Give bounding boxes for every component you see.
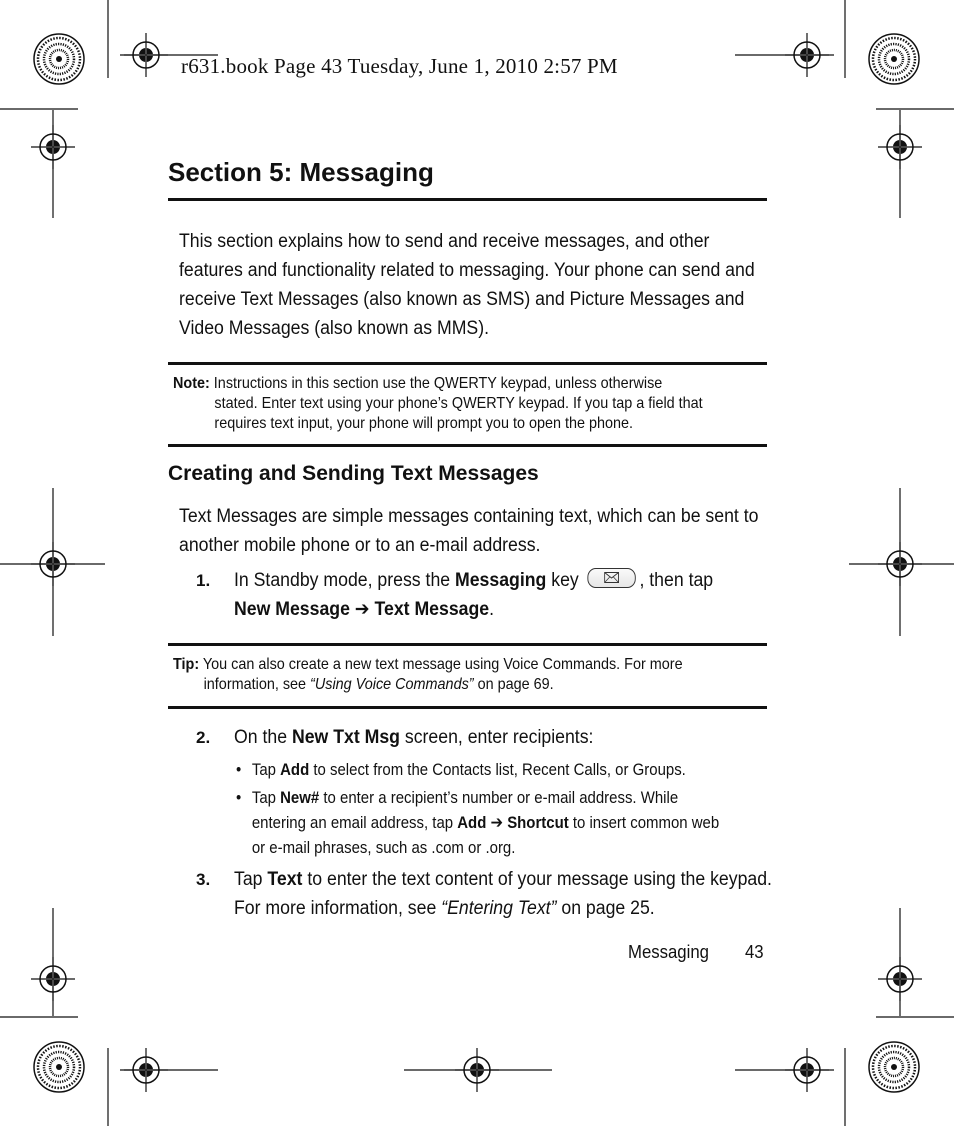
note-bottom-rule [168, 444, 767, 447]
step-3-bold: Text [267, 869, 303, 890]
bullet-2-pre: Tap [251, 788, 281, 807]
footer-page-number: 43 [745, 942, 764, 962]
note-line-2: stated. Enter text using your phone’s QWERTY keypad. If you tap a field that [214, 395, 703, 412]
print-header: r631.book Page 43 Tuesday, June 1, 2010 2:57 PM [181, 54, 618, 78]
note-box [173, 374, 772, 434]
step-1-pre: In Standby mode, press the [234, 570, 456, 591]
bullet-1-pre: Tap [251, 760, 281, 779]
step-1-number: 1. [196, 571, 211, 590]
step-2-text [234, 723, 792, 752]
tip-bottom-rule [168, 706, 767, 709]
bullet-1-post: to select from the Contacts list, Recent Calls, or Groups. [309, 760, 686, 779]
list-item [236, 757, 729, 782]
intro-paragraph: This section explains how to send and receive messages, and other features and functionality related to messaging. Your phone can send and receive Text Messages (also known as SMS) and Picture Messages and Video Messages (also known as MMS). [179, 231, 755, 339]
bullet-2-arrow: ➔ [486, 813, 508, 832]
step-1-key-name: Messaging [455, 570, 547, 591]
step-1-text [234, 566, 792, 624]
bullet-2-mid: to enter a recipient’s number or e-mail address. While entering an email address, tap [251, 788, 679, 832]
step-3-mid: to enter the text content of your message using the keypad. For more information, see [234, 869, 772, 919]
envelope-key-icon [587, 568, 635, 588]
paragraph-2: Text Messages are simple messages containing text, which can be sent to another mobile phone or to an e-mail address. [179, 506, 759, 556]
bullet-icon: • [236, 788, 242, 807]
bullet-2-bold-2: Add [457, 813, 487, 832]
step-2-post: screen, enter recipients: [399, 727, 594, 748]
step-2-pre: On the [234, 727, 292, 748]
note-line-3: requires text input, your phone will prompt you to open the phone. [214, 415, 634, 432]
step-3-cross-reference: “Entering Text” [441, 898, 557, 919]
title-rule [168, 198, 767, 201]
step-2-bullets [236, 757, 729, 863]
note-top-rule [168, 362, 767, 365]
step-3-number: 3. [196, 870, 211, 889]
step-3-text [234, 865, 792, 923]
section-title: Section 5: Messaging [168, 157, 434, 187]
bullet-1-bold: Add [280, 760, 310, 779]
bullet-2-post: to insert common web or e-mail phrases, such as .com or .org. [251, 813, 720, 857]
step-3-post: on page 25. [556, 898, 655, 919]
tip-top-rule [168, 643, 767, 646]
bullet-2-bold-3: Shortcut [507, 813, 569, 832]
step-1-mid: key [546, 570, 584, 591]
bullet-2-bold: New# [280, 788, 320, 807]
tip-box [173, 655, 772, 695]
step-1-arrow: ➔ [349, 599, 375, 620]
subheading: Creating and Sending Text Messages [168, 462, 539, 485]
step-2-number: 2. [196, 728, 211, 747]
bullet-icon: • [236, 760, 242, 779]
note-label: Note: [173, 375, 210, 392]
step-1-post: , then tap [639, 570, 714, 591]
tip-line-1: You can also create a new text message using Voice Commands. For more [202, 656, 683, 673]
tip-cross-reference: “Using Voice Commands” [310, 676, 474, 693]
list-item [236, 785, 729, 860]
step-1-path-a: New Message [234, 599, 350, 620]
tip-label: Tip: [173, 656, 200, 673]
footer-section-name: Messaging [628, 942, 709, 962]
step-2-screen-name: New Txt Msg [291, 727, 400, 748]
step-1-path-b: Text Message [374, 599, 490, 620]
tip-line-2-post: on page 69. [473, 676, 554, 693]
step-1-end: . [489, 599, 495, 620]
step-3-pre: Tap [234, 869, 268, 890]
note-line-1: Instructions in this section use the QWERTY keypad, unless otherwise [213, 375, 663, 392]
tip-line-2 [173, 675, 772, 695]
tip-line-2-pre: information, see [203, 676, 311, 693]
